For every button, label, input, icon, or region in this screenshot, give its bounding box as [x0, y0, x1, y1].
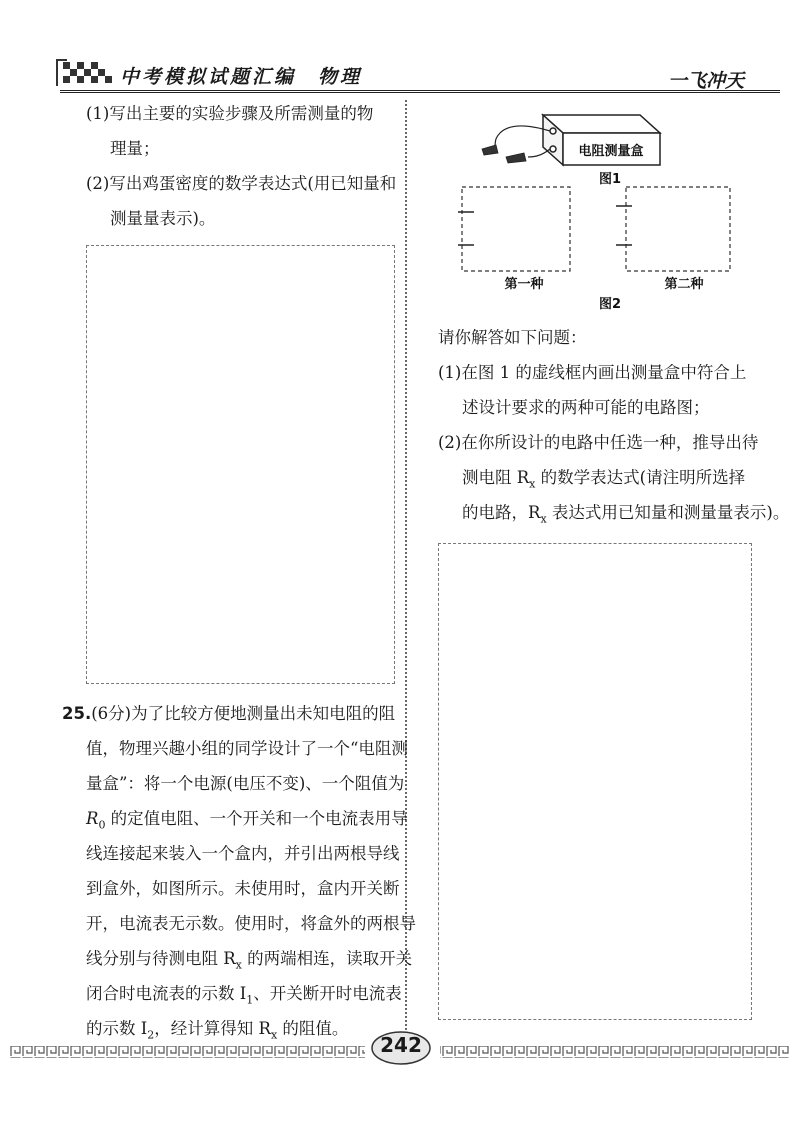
header-logo-checker: [55, 58, 115, 90]
label-second: 第二种: [664, 277, 704, 292]
figure-diagrams: [440, 105, 770, 335]
page-number-badge: [370, 1028, 432, 1068]
answer-box-left[interactable]: [86, 245, 395, 684]
q25-line8: [86, 948, 412, 976]
q25-line5: 线连接起来装入一个盒内，并引出两根导线: [86, 844, 400, 863]
right-q1-line2: 述设计要求的两种可能的电路图；: [462, 398, 710, 417]
q25-line7: 开，电流表无示数。使用时，将盒外的两根导: [86, 914, 416, 933]
q25-line4: [86, 808, 408, 836]
right-q2-line3-text-a: 的电路，R: [462, 503, 541, 522]
left-p1-line1: (1)写出主要的实验步骤及所需测量的物: [86, 104, 374, 123]
left-p2-line2: 测量量表示)。: [110, 209, 216, 228]
q25-line10-sub: 2: [147, 1028, 155, 1042]
q25-line3: 量盒”：将一个电源(电压不变)、一个阻值为: [86, 774, 405, 793]
q25-line10-text-b: ，经计算得知 R: [154, 1019, 271, 1038]
left-p1-line2: 理量；: [110, 139, 160, 158]
header-rule: [60, 90, 780, 93]
q25-line10-text-c: 的阻值。: [277, 1019, 349, 1038]
right-q2-line2-text-b: 的数学表达式(请注明所选择: [535, 468, 746, 487]
q25-line8-text-a: 线分别与待测电阻 R: [86, 949, 236, 968]
right-q2-line3-text-b: 表达式用已知量和测量量表示)。: [546, 503, 790, 522]
q25-score: (6分): [91, 704, 132, 723]
column-divider: [405, 100, 407, 1030]
right-q2-line3: [462, 502, 789, 530]
q25-line9-sub: 1: [246, 993, 254, 1007]
q25-line10-sub2: x: [270, 1028, 278, 1042]
right-q2-line2: [462, 467, 745, 495]
q25-line4-var: R: [86, 809, 99, 828]
circuit-frame-first[interactable]: [462, 187, 570, 271]
q25-line9-text-b: 、开关断开时电流表: [253, 984, 402, 1003]
label-first: 第一种: [504, 277, 544, 292]
right-prompt: 请你解答如下问题：: [438, 328, 587, 347]
right-q2-line1: (2)在你所设计的电路中任选一种，推导出待: [438, 433, 759, 452]
q25-line9: [86, 983, 402, 1011]
q25-line2: 值，物理兴趣小组的同学设计了一个“电阻测: [86, 739, 408, 758]
q25-line8-sub: x: [235, 958, 242, 972]
q25-line9-text-a: 闭合时电流表的示数 I: [86, 984, 247, 1003]
q25-line10: [86, 1018, 348, 1046]
left-p2-line1: (2)写出鸡蛋密度的数学表达式(用已知量和: [86, 174, 397, 193]
circuit-frame-second[interactable]: [626, 187, 730, 271]
q25-line10-text-a: 的示数 I: [86, 1019, 148, 1038]
wire-leads: [492, 126, 550, 157]
fig2-label: 图2: [598, 297, 622, 312]
q25-number: 25.: [62, 704, 92, 723]
header-brand: 一飞冲天: [668, 70, 745, 92]
clip-icon: [482, 145, 526, 163]
q25-line4-text: 的定值电阻、一个开关和一个电流表用导: [105, 809, 408, 828]
box-label: 电阻测量盒: [578, 144, 644, 159]
fig1-label: 图1: [598, 172, 622, 187]
right-q1-line1: (1)在图 1 的虚线框内画出测量盒中符合上: [438, 363, 747, 382]
header-title: 中考模拟试题汇编 物理: [120, 66, 363, 88]
q25-line1-text: 为了比较方便地测量出未知电阻的阻: [131, 704, 396, 723]
q25-line6: 到盒外，如图所示。未使用时，盒内开关断: [86, 879, 400, 898]
answer-box-right[interactable]: [438, 543, 752, 1020]
q25-line8-text-b: 的两端相连，读取开关: [241, 949, 413, 968]
q25-line1: [62, 703, 395, 725]
page-number: 242: [380, 1033, 422, 1057]
q25-line4-sub: 0: [98, 818, 106, 832]
right-q2-line2-text-a: 测电阻 R: [462, 468, 530, 487]
right-q2-line3-sub: x: [540, 512, 547, 526]
right-q2-line2-sub: x: [529, 477, 536, 491]
terminal-marks: [458, 206, 632, 245]
